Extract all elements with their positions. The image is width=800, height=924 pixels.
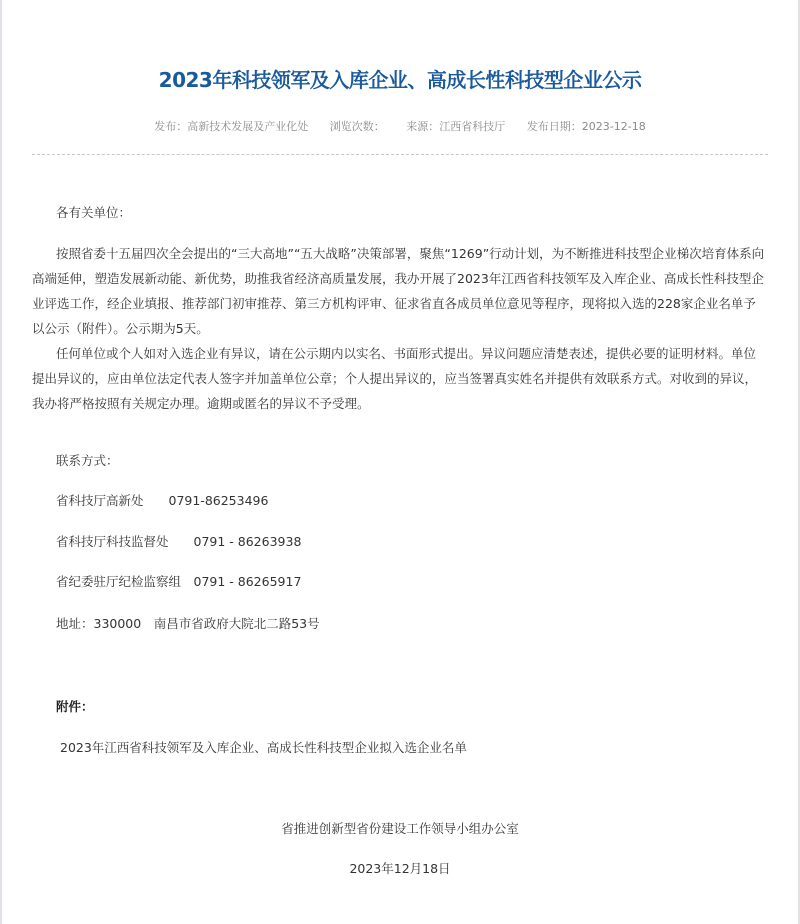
contact-item-discipline: 省纪委驻厅纪检监察组 0791 - 86265917 (56, 574, 302, 589)
article-title: 2023年科技领军及入库企业、高成长性科技型企业公示 (158, 68, 642, 92)
attachment-heading: 附件： (56, 699, 94, 714)
contact-item-address: 地址：330000 南昌市省政府大院北二路53号 (56, 616, 320, 631)
salutation: 各有关单位： (56, 205, 132, 220)
signature-org: 省推进创新型省份建设工作领导小组办公室 (281, 821, 519, 836)
contact-item-supervision: 省科技厅科技监督处 0791 - 86263938 (56, 534, 302, 549)
signature-date: 2023年12月18日 (349, 861, 451, 876)
contact-heading: 联系方式： (56, 453, 119, 468)
page-frame-left (0, 0, 2, 924)
attachment-link[interactable]: 2023年江西省科技领军及入库企业、高成长性科技型企业拟入选企业名单 (60, 740, 467, 755)
article-meta (20, 118, 780, 134)
meta-views: 浏览次数： (329, 120, 385, 133)
meta-date: 发布日期：2023-12-18 (526, 120, 646, 133)
paragraph-1: 按照省委十五届四次全会提出的“三大高地”“五大战略”决策部署，聚焦“1269”行动计划，为不断推进科技型企业梯次培育体系向高端延伸，塑造发展新动能、新优势，助推我省经济高质量发展，我办开展了2023年江西省科技领军及入库企业、高成长性科技型企业评选工作，经企业填报、推荐部门初审推荐、第三方机构评审、征求省直各成员单位意见等程序，现将拟入选的228家企业名单予以公示（附件）。公示期为5天。 (32, 246, 765, 336)
paragraph-2: 任何单位或个人如对入选企业有异议，请在公示期内以实名、书面形式提出。异议问题应清楚表述，提供必要的证明材料。单位提出异议的，应由单位法定代表人签字并加盖单位公章；个人提出异议的，应当签署真实姓名并提供有效联系方式。对收到的异议，我办将严格按照有关规定办理。逾期或匿名的异议不予受理。 (32, 346, 758, 411)
contact-item-high-tech: 省科技厅高新处 0791-86253496 (56, 493, 269, 508)
meta-publisher: 发布：高新技术发展及产业化处 (154, 120, 309, 133)
meta-divider (32, 154, 768, 155)
meta-source: 来源：江西省科技厅 (406, 120, 506, 133)
